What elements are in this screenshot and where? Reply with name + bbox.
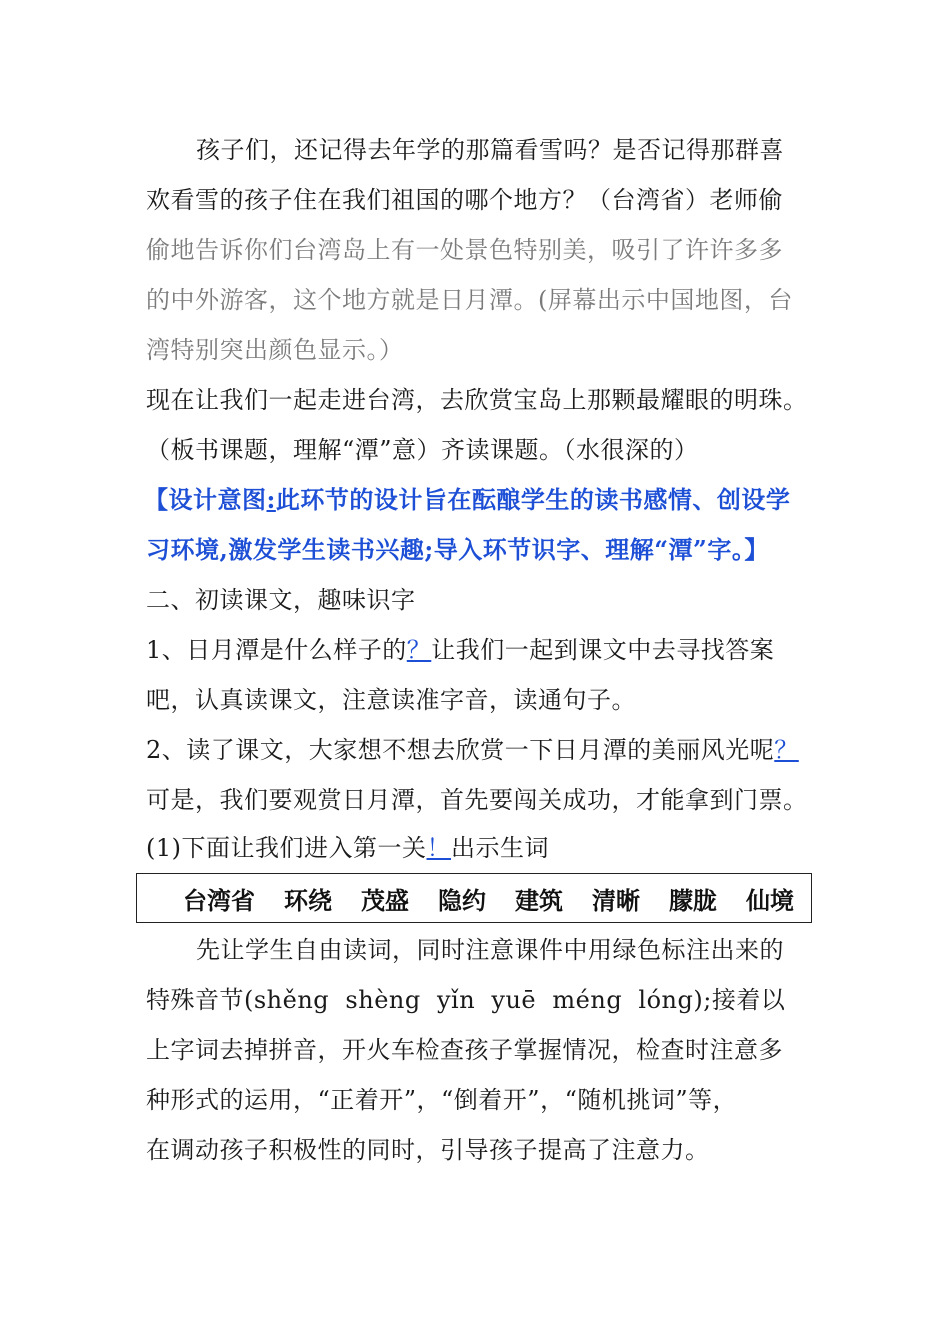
intro-line-6: 现在让我们一起走进台湾，去欣赏宝岛上那颗最耀眼的明珠。 xyxy=(146,386,808,414)
design-intent-colon: : xyxy=(266,485,276,514)
vocab-word: 隐约 xyxy=(438,886,486,915)
design-intent-line-1 xyxy=(144,480,790,520)
vocabulary-box xyxy=(136,873,812,923)
step-2-text-a: 2、读了课文，大家想不想去欣赏一下日月潭的美丽风光呢 xyxy=(146,736,775,764)
step-1-text-b: 让我们一起到课文中去寻找答案 xyxy=(431,636,775,664)
intro-line-2: 欢看雪的孩子住在我们祖国的哪个地方？（台湾省）老师偷 xyxy=(146,186,783,214)
step-2-line-1 xyxy=(146,730,799,770)
step-2-line-2: 可是，我们要观赏日月潭，首先要闯关成功，才能拿到门票。 xyxy=(146,786,808,814)
vocab-word: 建筑 xyxy=(515,886,563,915)
design-intent-line-2: 习环境,激发学生读书兴趣;导入环节识字、理解“潭”字。】 xyxy=(146,535,769,564)
step-3-text-a: (1)下面让我们进入第一关 xyxy=(146,834,427,862)
step-3-line xyxy=(146,828,549,868)
vocab-word: 台湾省 xyxy=(183,886,255,915)
design-intent-label: 【设计意图 xyxy=(144,485,267,514)
intro-line-7: （板书课题，理解“潭”意）齐读课题。（水很深的） xyxy=(146,436,699,464)
intro-line-1: 孩子们，还记得去年学的那篇看雪吗？是否记得那群喜 xyxy=(196,136,784,164)
step-2-question-mark: ？ xyxy=(774,736,799,764)
step-1-text-a: 1、日月潭是什么样子的 xyxy=(146,636,407,664)
intro-line-5: 湾特别突出颜色显示。） xyxy=(146,336,404,364)
practice-line-4: 种形式的运用，“正着开”，“倒着开”，“随机挑词”等， xyxy=(146,1086,738,1114)
practice-line-3: 上字词去掉拼音，开火车检查孩子掌握情况，检查时注意多 xyxy=(146,1036,783,1064)
step-3-exclamation: ！ xyxy=(426,834,451,862)
vocab-word: 环绕 xyxy=(284,886,332,915)
practice-line-2: 特殊音节(shěng shèng yǐn yuē méng lóng);接着以 xyxy=(146,986,786,1014)
vocab-word: 仙境 xyxy=(746,886,794,915)
practice-line-1: 先让学生自由读词，同时注意课件中用绿色标注出来的 xyxy=(196,936,784,964)
vocab-word: 茂盛 xyxy=(361,886,409,915)
intro-line-4: 的中外游客，这个地方就是日月潭。(屏幕出示中国地图，台 xyxy=(146,286,793,314)
step-3-text-b: 出示生词 xyxy=(451,834,549,862)
step-1-line-1 xyxy=(146,630,774,670)
intro-line-3: 偷地告诉你们台湾岛上有一处景色特别美，吸引了许许多多 xyxy=(146,236,783,264)
step-1-question-mark: ？ xyxy=(406,636,432,664)
vocab-word: 朦胧 xyxy=(669,886,717,915)
step-1-line-2: 吧，认真读课文，注意读准字音，读通句子。 xyxy=(146,686,636,714)
design-intent-text: 此环节的设计旨在酝酿学生的读书感情、创设学 xyxy=(275,485,791,514)
practice-line-5: 在调动孩子积极性的同时，引导孩子提高了注意力。 xyxy=(146,1136,710,1164)
vocab-word: 清晰 xyxy=(592,886,640,915)
section-heading: 二、初读课文，趣味识字 xyxy=(146,586,416,614)
